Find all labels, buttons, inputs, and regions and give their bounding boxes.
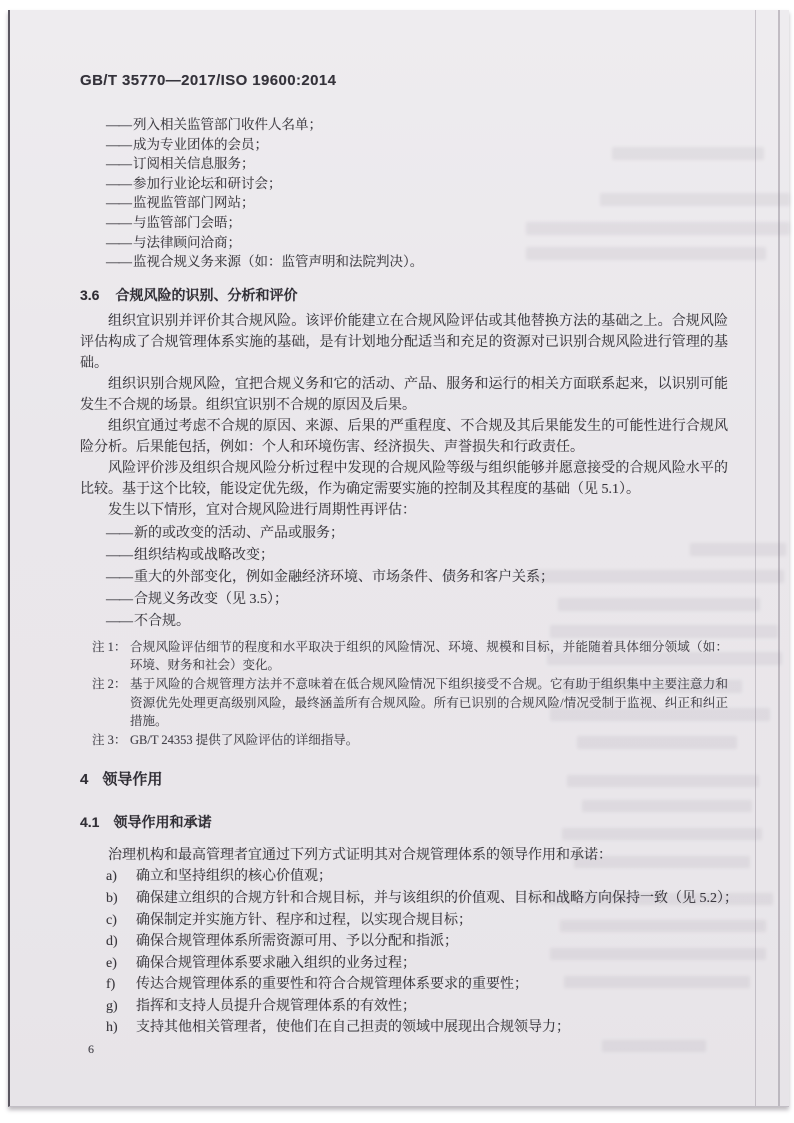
- lettered-list-item: [80, 910, 780, 932]
- section-number: 4.1: [80, 814, 100, 831]
- page-content: [80, 10, 738, 1057]
- dash-list-item: [80, 174, 728, 194]
- item-text: 确保建立组织的合规方针和合规目标，并与该组织的价值观、目标和战略方向保持一致（见 5.2）；: [136, 890, 738, 906]
- note-text: GB/T 24353 提供了风险评估的详细指导。: [130, 732, 359, 747]
- section-heading-3-6: [80, 285, 728, 305]
- dash-list-item: [80, 154, 728, 174]
- paragraph: 发生以下情形，宜对合规风险进行周期性再评估：: [108, 502, 416, 518]
- section-title: 领导作用: [102, 771, 163, 789]
- section-heading-4-1: [80, 812, 728, 832]
- dash-item-text: 订阅相关信息服务；: [133, 156, 255, 172]
- dash-marker: ——: [106, 214, 131, 230]
- item-text: 指挥和支持人员提升合规管理体系的有效性；: [136, 998, 416, 1014]
- section-3-6-paragraphs: [80, 311, 728, 521]
- lettered-list-item: [80, 974, 780, 996]
- section-heading-4: [80, 768, 728, 789]
- lettered-list-item: [80, 996, 780, 1018]
- item-letter: d): [106, 934, 118, 950]
- lettered-list-item: [80, 888, 780, 910]
- dash-marker: ——: [106, 117, 131, 132]
- section-number: 3.6: [80, 286, 100, 303]
- dash-marker: ——: [106, 175, 131, 191]
- dash-list-item: [80, 233, 728, 253]
- note-label: 注 2：: [92, 676, 127, 691]
- item-letter: b): [106, 890, 118, 906]
- section-title: 合规风险的识别、分析和评价: [115, 286, 298, 303]
- dash-item-text: 监视监管部门网站；: [133, 195, 255, 211]
- dash-marker: ——: [106, 569, 132, 585]
- dash-list-item: [80, 589, 728, 611]
- dash-item-text: 参加行业论坛和研讨会；: [133, 175, 282, 191]
- dash-item-text: 与法律顾问洽商；: [133, 234, 241, 250]
- note-text: 合规风险评估细节的程度和水平取决于组织的风险情况、环境、规模和目标，并能随着具体细分领域（如：环境、财务和社会）变化。: [130, 639, 728, 673]
- dash-marker: ——: [106, 195, 131, 211]
- page-number: 6: [88, 1042, 94, 1057]
- dash-item-text: 重大的外部变化，例如金融经济环境、市场条件、债务和客户关系；: [134, 569, 554, 585]
- dash-list-item: [80, 545, 728, 567]
- leadership-commitment-lettered-list: [80, 866, 780, 1039]
- item-letter: e): [106, 955, 117, 971]
- note-label: 注 3：: [92, 732, 127, 747]
- item-text: 传达合规管理体系的重要性和符合合规管理体系要求的重要性；: [136, 977, 528, 993]
- dash-item-text: 不合规。: [134, 613, 190, 629]
- paragraph: 风险评价涉及组织合规风险分析过程中发现的合规风险等级与组织能够并愿意接受的合规风险水平的比较。基于这个比较，能设定优先级，作为确定需要实施的控制及其程度的基础（见 5.1）。: [80, 460, 728, 497]
- note-text: 基于风险的合规管理方法并不意味着在低合规风险情况下组织接受不合规。它有助于组织集中主要注意力和资源优先处理更高级别风险，最终涵盖所有合规风险。所有已识别的合规风险/情况受制于监视、纠正和纠正措施。: [130, 676, 728, 729]
- dash-list-item: [80, 213, 728, 233]
- dash-marker: ——: [106, 234, 131, 250]
- note-label: 注 1：: [92, 639, 127, 654]
- lettered-list-item: [80, 1017, 780, 1039]
- dash-item-text: 与监管部门会晤；: [133, 214, 241, 230]
- dash-item-text: 新的或改变的活动、产品或服务；: [134, 525, 344, 541]
- dash-marker: ——: [106, 254, 131, 270]
- note: [80, 675, 728, 731]
- item-text: 确立和坚持组织的核心价值观；: [136, 869, 332, 885]
- paragraph: 组织宜通过考虑不合规的原因、来源、后果的严重程度、不合规及其后果能发生的可能性进行合规风险分析。后果能包括，例如：个人和环境伤害、经济损失、声誉损失和行政责任。: [80, 418, 728, 455]
- paragraph: 组织宜识别并评价其合规风险。该评价能建立在合规风险评估或其他替换方法的基础之上。合规风险评估构成了合规管理体系实施的基础，是有计划地分配适当和充足的资源对已识别合规风险进行管理的基础。: [80, 313, 728, 371]
- paragraph: 组织识别合规风险，宜把合规义务和它的活动、产品、服务和运行的相关方面联系起来，以识别可能发生不合规的场景。组织宜识别不合规的原因及后果。: [80, 376, 728, 413]
- dash-marker: ——: [106, 156, 131, 172]
- reassessment-triggers-dash-list: [80, 523, 728, 633]
- item-text: 确保合规管理体系所需资源可用、予以分配和指派；: [136, 934, 458, 950]
- section-number: 4: [80, 771, 89, 789]
- dash-item-text: 列入相关监管部门收件人名单；: [133, 117, 322, 132]
- notes-block: [80, 638, 728, 750]
- lettered-list-item: [80, 866, 780, 888]
- item-letter: g): [106, 998, 118, 1014]
- section-title: 领导作用和承诺: [113, 814, 212, 831]
- item-letter: f): [106, 977, 116, 993]
- dash-marker: ——: [106, 525, 132, 541]
- dash-marker: ——: [106, 136, 131, 152]
- dash-list-item: [80, 135, 728, 155]
- dash-list-item: [80, 567, 728, 589]
- dash-marker: ——: [106, 547, 132, 563]
- lettered-list-item: [80, 931, 780, 953]
- dash-item-text: 组织结构或战略改变；: [134, 547, 274, 563]
- item-text: 确保合规管理体系要求融入组织的业务过程；: [136, 955, 416, 971]
- dash-marker: ——: [106, 613, 132, 629]
- note: [80, 638, 728, 675]
- dash-item-text: 成为专业团体的会员；: [133, 136, 268, 152]
- standard-number-header: GB/T 35770—2017/ISO 19600:2014: [80, 72, 337, 89]
- item-letter: c): [106, 912, 117, 928]
- dash-marker: ——: [106, 591, 132, 607]
- dash-item-text: 监视合规义务来源（如：监管声明和法院判决）。: [133, 254, 424, 270]
- item-letter: h): [106, 1020, 118, 1036]
- dash-list-item: [80, 115, 728, 135]
- dash-item-text: 合规义务改变（见 3.5）；: [134, 591, 288, 607]
- item-letter: a): [106, 869, 117, 885]
- lettered-list-item: [80, 953, 780, 975]
- monitoring-methods-dash-list: [80, 115, 728, 272]
- document-page: [8, 10, 789, 1107]
- item-text: 确保制定并实施方针、程序和过程，以实现合规目标；: [136, 912, 472, 928]
- dash-list-item: [80, 252, 728, 272]
- item-text: 支持其他相关管理者，使他们在自己担责的领域中展现出合规领导力；: [136, 1020, 570, 1036]
- dash-list-item: [80, 193, 728, 213]
- section-4-1-intro-paragraph: 治理机构和最高管理者宜通过下列方式证明其对合规管理体系的领导作用和承诺：: [108, 848, 612, 864]
- note: [80, 731, 728, 750]
- dash-list-item: [80, 611, 728, 633]
- dash-list-item: [80, 523, 728, 545]
